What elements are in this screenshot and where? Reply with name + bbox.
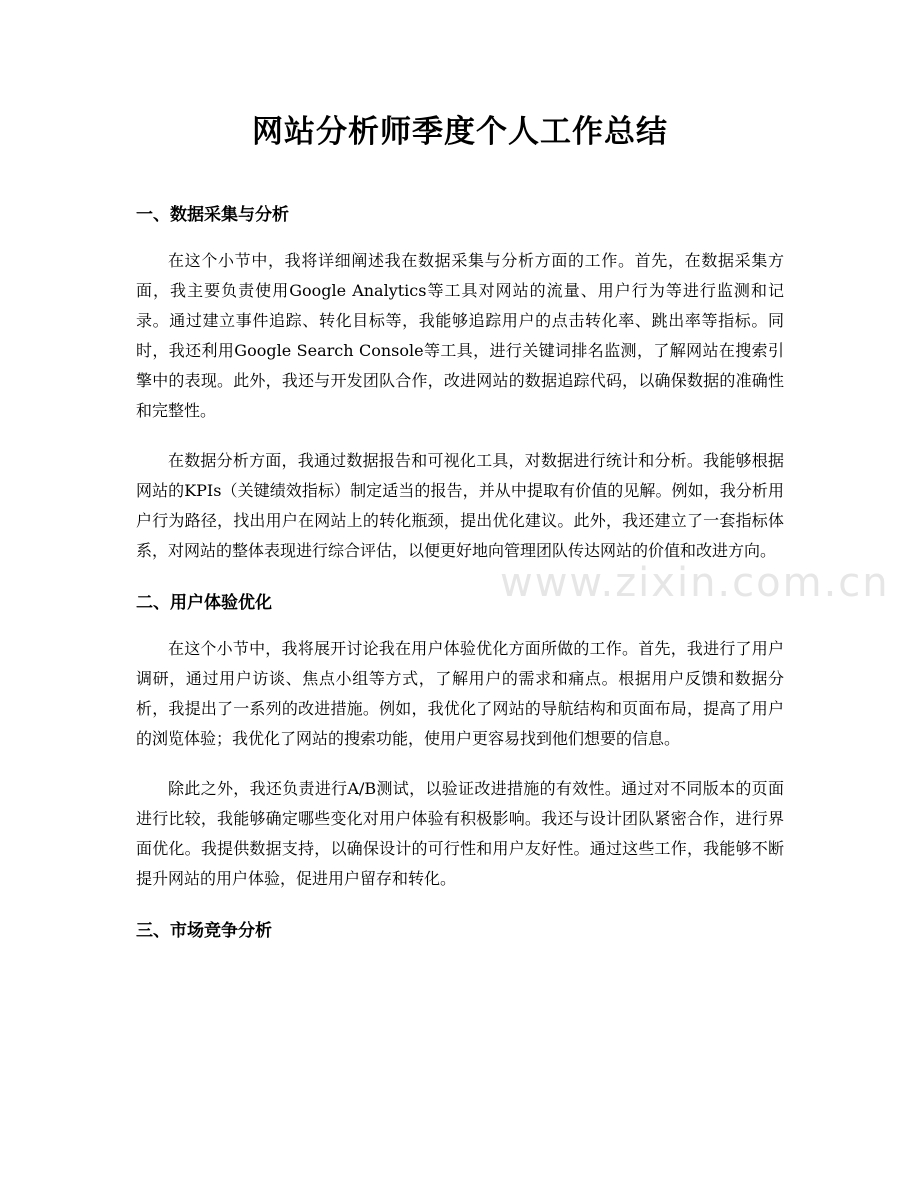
paragraph: 除此之外，我还负责进行A/B测试，以验证改进措施的有效性。通过对不同版本的页面进行比较，我能够确定哪些变化对用户体验有积极影响。我还与设计团队紧密合作，进行界面优化。我提供数据支持，以确保设计的可行性和用户友好性。通过这些工作，我能够不断提升网站的用户体验，促进用户留存和转化。: [136, 779, 784, 888]
watermark-text: www.zixin.com.cn: [500, 560, 890, 606]
section-heading: 三、市场竞争分析: [136, 921, 272, 941]
section-data-collection: [136, 202, 784, 566]
paragraph: 在这个小节中，我将详细阐述我在数据采集与分析方面的工作。首先，在数据采集方面，我主要负责使用Google Analytics等工具对网站的流量、用户行为等进行监测和记录。通过建立事件追踪、转化目标等，我能够追踪用户的点击转化率、跳出率等指标。同时，我还利用Google Search Console等工具，进行关键词排名监测，了解网站在搜索引擎中的表现。此外，我还与开发团队合作，改进网站的数据追踪代码，以确保数据的准确性和完整性。: [136, 251, 784, 420]
section-heading: 二、用户体验优化: [136, 593, 272, 613]
document-title: 网站分析师季度个人工作总结: [252, 114, 668, 150]
section-user-experience: [136, 590, 784, 894]
paragraph: 在这个小节中，我将展开讨论我在用户体验优化方面所做的工作。首先，我进行了用户调研，通过用户访谈、焦点小组等方式，了解用户的需求和痛点。根据用户反馈和数据分析，我提出了一系列的改进措施。例如，我优化了网站的导航结构和页面布局，提高了用户的浏览体验；我优化了网站的搜索功能，使用户更容易找到他们想要的信息。: [136, 639, 784, 748]
paragraph: 在数据分析方面，我通过数据报告和可视化工具，对数据进行统计和分析。我能够根据网站的KPIs（关键绩效指标）制定适当的报告，并从中提取有价值的见解。例如，我分析用户行为路径，找出用户在网站上的转化瓶颈，提出优化建议。此外，我还建立了一套指标体系，对网站的整体表现进行综合评估，以便更好地向管理团队传达网站的价值和改进方向。: [136, 451, 784, 560]
section-market-competition: [136, 918, 784, 944]
section-heading: 一、数据采集与分析: [136, 205, 289, 225]
